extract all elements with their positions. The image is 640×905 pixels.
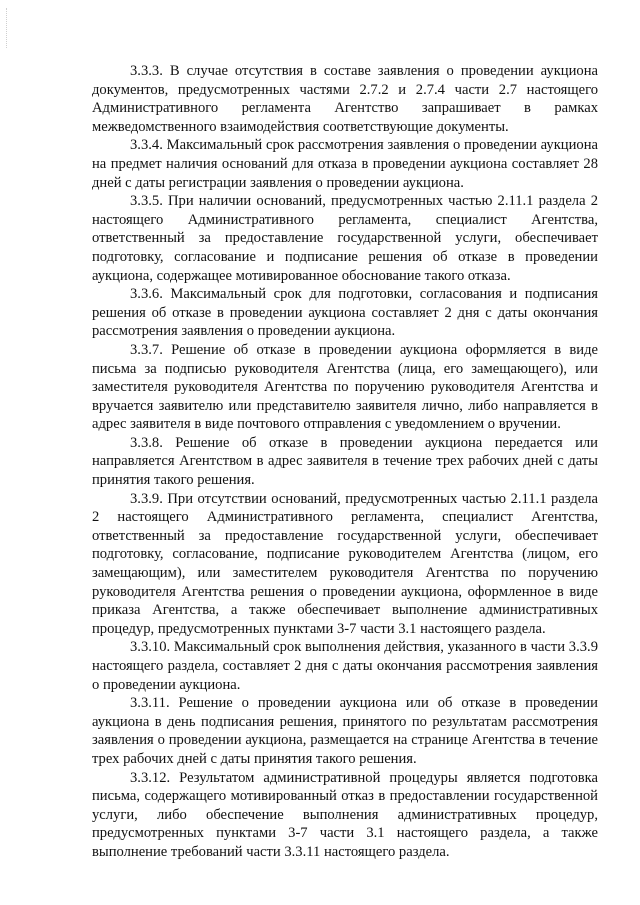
paragraph-3-3-8: 3.3.8. Решение об отказе в проведении аукциона передается или направляется Агентством в адрес заявителя в течение трех рабочих дней с даты принятия такого решения. (92, 434, 598, 489)
paragraph-3-3-10: 3.3.10. Максимальный срок выполнения действия, указанного в части 3.3.9 настоящего раздела, составляет 2 дня с даты окончания рассмотрения заявления о проведении аукциона. (92, 639, 598, 693)
paragraph-3-3-4: 3.3.4. Максимальный срок рассмотрения заявления о проведении аукциона на предмет наличия оснований для отказа в проведении аукциона составляет 28 дней с даты регистрации заявления о проведении аукциона. (92, 137, 598, 191)
scan-edge-mark (6, 8, 15, 48)
paragraph-3-3-11: 3.3.11. Решение о проведении аукциона или об отказе в проведении аукциона в день подписания решения, принятого по результатам рассмотрения заявления о проведении аукциона, размещается на странице Агентства в течение трех рабочих дней с даты принятия такого решения. (92, 695, 598, 767)
paragraph-3-3-7: 3.3.7. Решение об отказе в проведении аукциона оформляется в виде письма за подписью руководителя Агентства (лица, его замещающего), или заместителя руководителя Агентства по поручению руководителя Агентства и вручается заявителю или представителю заявителя лично, либо направляется в адрес заявителя в виде почтового отправления с уведомлением о вручении. (92, 341, 598, 433)
paragraph-3-3-6: 3.3.6. Максимальный срок для подготовки, согласования и подписания решения об отказе в проведении аукциона составляет 2 дня с даты окончания рассмотрения заявления о проведении аукциона. (92, 286, 598, 340)
paragraph-3-3-5: 3.3.5. При наличии оснований, предусмотренных частью 2.11.1 раздела 2 настоящего Административного регламента, специалист Агентства, ответственный за предоставление государственной услуги, обеспечивает подготовку, согласование и подписание решения об отказе в проведении аукциона, содержащее мотивированное обоснование такого отказа. (92, 193, 598, 284)
paragraph-3-3-9: 3.3.9. При отсутствии оснований, предусмотренных частью 2.11.1 раздела 2 настоящего Административного регламента, специалист Агентства, ответственный за предоставление государственной услуги, обеспечивает подготовку, согласование, подписание руководителем Агентства (лицом, его замещающим), или заместителем руководителя Агентства по поручению руководителя Агентства решения о проведении аукциона, оформленное в виде приказа Агентства, а также обеспечивает выполнение административных процедур, предусмотренных пунктами 3-7 части 3.1 настоящего раздела. (92, 490, 598, 637)
paragraph-3-3-3: 3.3.3. В случае отсутствия в составе заявления о проведении аукциона документов, предусмотренных частями 2.7.2 и 2.7.4 части 2.7 настоящего Административного регламента Агентство запрашивает в рамках межведомственного взаимодействия соответствующие документы. (92, 63, 598, 135)
document-page (92, 62, 598, 862)
paragraph-3-3-12: 3.3.12. Результатом административной процедуры является подготовка письма, содержащего мотивированный отказ в предоставлении государственной услуги, либо обеспечение выполнения административных процедур, предусмотренных пунктами 3-7 части 3.1 настоящего раздела, а также выполнение требований части 3.3.11 настоящего раздела. (92, 769, 598, 860)
